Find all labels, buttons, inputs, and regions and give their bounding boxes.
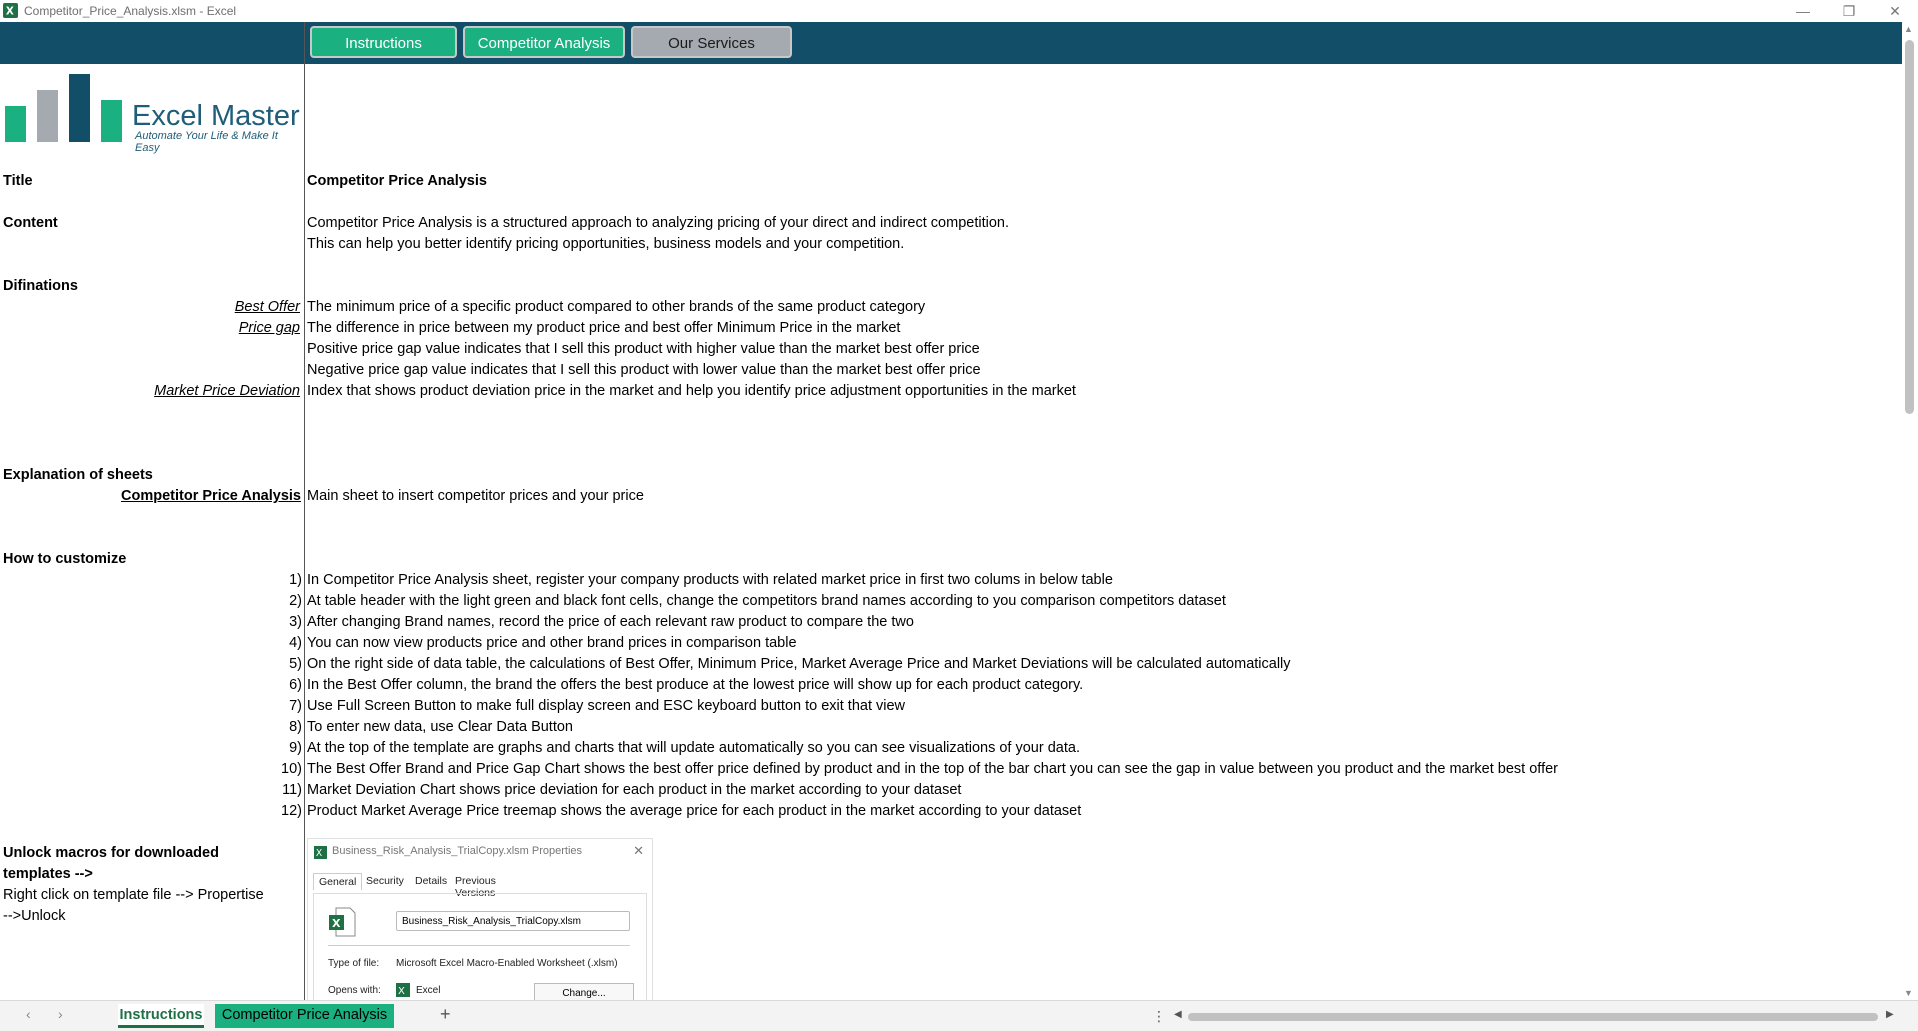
step-text: Market Deviation Chart shows price deviation for each product in the market according to your dataset (307, 782, 962, 798)
logo-bar-2 (37, 90, 58, 142)
sheet-description: Main sheet to insert competitor prices and your price (307, 488, 644, 504)
step-number: 8) (289, 719, 302, 735)
competitor-price-analysis-link[interactable]: Competitor Price Analysis (121, 488, 301, 504)
step-text: In Competitor Price Analysis sheet, register your company products with related market price in first two colums in below table (307, 572, 1113, 588)
excel-app-icon (3, 3, 18, 18)
excel-file-icon (328, 907, 356, 937)
logo-tagline: Automate Your Life & Make It Easy (135, 130, 278, 154)
step-number: 1) (289, 572, 302, 588)
window-titlebar (0, 0, 1918, 22)
file-icon (314, 846, 327, 859)
page-title: Competitor Price Analysis (307, 173, 487, 189)
properties-dialog-image (307, 838, 653, 1002)
competitor-analysis-button[interactable]: Competitor Analysis (463, 26, 625, 58)
step-number: 10) (281, 761, 302, 777)
title-label: Title (3, 173, 33, 189)
restore-icon[interactable]: ❐ (1842, 3, 1856, 19)
opens-with-value: Excel (416, 985, 441, 996)
logo-brand: Excel Master (132, 100, 300, 132)
logo-bar-4 (101, 100, 122, 142)
more-options-icon[interactable]: ⋮ (1152, 1008, 1166, 1024)
sheet-tab-competitor-price-analysis[interactable]: Competitor Price Analysis (215, 1004, 394, 1028)
prev-sheet-icon[interactable]: ‹ (26, 1006, 31, 1022)
step-number: 3) (289, 614, 302, 630)
svg-text:X: X (332, 917, 341, 930)
dialog-tab-security: Security (366, 875, 404, 887)
unlock-instruction: -->Unlock (3, 908, 66, 924)
close-icon[interactable]: ✕ (1889, 3, 1901, 19)
step-text: Use Full Screen Button to make full display screen and ESC keyboard button to exit that view (307, 698, 906, 714)
definition-text: Negative price gap value indicates that I sell this product with lower value than the market best offer price (307, 362, 981, 378)
scroll-down-icon[interactable]: ▼ (1904, 988, 1913, 998)
dialog-separator (328, 945, 630, 946)
step-number: 2) (289, 593, 302, 609)
unlock-instruction: Right click on template file --> Propertise (3, 887, 264, 903)
step-text: On the right side of data table, the calculations of Best Offer, Minimum Price, Market Average Price and Market Deviations will be calculated automatically (307, 656, 1291, 672)
definition-text: The difference in price between my product price and best offer Minimum Price in the market (307, 320, 901, 336)
instructions-button[interactable]: Instructions (310, 26, 457, 58)
dialog-tab-details: Details (415, 875, 448, 887)
content-label: Content (3, 215, 58, 231)
step-text: At table header with the light green and black font cells, change the competitors brand names according to you comparison competitors dataset (307, 593, 1226, 609)
step-number: 9) (289, 740, 302, 756)
svg-text:X: X (315, 848, 323, 859)
excel-small-icon (396, 983, 410, 997)
customize-label: How to customize (3, 551, 127, 567)
unlock-heading: templates --> (3, 866, 93, 882)
type-of-file-value: Microsoft Excel Macro-Enabled Worksheet (.xlsm) (396, 958, 618, 969)
step-text: At the top of the template are graphs and charts that will update automatically so you can see visualizations of your data. (307, 740, 1080, 756)
window-title: Competitor_Price_Analysis.xlsm - Excel (24, 4, 237, 18)
step-number: 12) (281, 803, 302, 819)
dialog-title: Business_Risk_Analysis_TrialCopy.xlsm Properties (332, 845, 583, 857)
opens-with-label: Opens with: (328, 985, 381, 996)
add-sheet-icon[interactable]: + (440, 1004, 451, 1024)
step-number: 6) (289, 677, 302, 693)
next-sheet-icon[interactable]: › (58, 1006, 63, 1022)
scroll-left-icon[interactable]: ◀ (1174, 1009, 1182, 1020)
definition-term-market-price-deviation: Market Price Deviation (154, 383, 300, 399)
sheet-tab-instructions[interactable]: Instructions (118, 1004, 204, 1028)
our-services-button[interactable]: Our Services (631, 26, 792, 58)
content-line: This can help you better identify pricing opportunities, business models and your competition. (307, 236, 905, 252)
definition-text: Index that shows product deviation price in the market and help you identify price adjustment opportunities in the market (307, 383, 1076, 399)
step-number: 4) (289, 635, 302, 651)
dialog-tab-general: General (313, 873, 362, 890)
definition-text: Positive price gap value indicates that I sell this product with higher value than the market best offer price (307, 341, 980, 357)
logo-bar-3 (69, 74, 90, 142)
scroll-right-icon[interactable]: ▶ (1886, 1009, 1894, 1020)
step-text: In the Best Offer column, the brand the offers the best produce at the lowest price will show up for each product category. (307, 677, 1084, 693)
excel-master-logo (0, 70, 304, 154)
definitions-label: Difinations (3, 278, 78, 294)
svg-text:X: X (5, 5, 14, 18)
step-number: 7) (289, 698, 302, 714)
definition-term-best-offer: Best Offer (234, 299, 300, 315)
step-text: After changing Brand names, record the price of each relevant raw product to compare the two (307, 614, 914, 630)
svg-text:X: X (398, 986, 405, 997)
horizontal-scroll-thumb[interactable] (1188, 1013, 1878, 1021)
step-text: The Best Offer Brand and Price Gap Chart shows the best offer price defined by product and in the top of the bar chart you can see the gap in value between you product and the market best offer (307, 761, 1558, 777)
content-line: Competitor Price Analysis is a structured approach to analyzing pricing of your direct and indirect competition. (307, 215, 1009, 231)
definition-text: The minimum price of a specific product compared to other brands of the same product category (307, 299, 926, 315)
step-number: 11) (282, 782, 302, 798)
scroll-up-icon[interactable]: ▲ (1904, 24, 1913, 34)
step-number: 5) (289, 656, 302, 672)
change-button: Change... (534, 983, 634, 1002)
definition-term-price-gap: Price gap (238, 320, 300, 336)
header-ribbon (0, 22, 1902, 64)
dialog-close-icon: ✕ (633, 843, 644, 858)
dialog-tab-previous-versions: Previous Versions (455, 875, 496, 899)
vertical-scroll-thumb[interactable] (1905, 40, 1914, 414)
type-of-file-label: Type of file: (328, 958, 380, 969)
minimize-icon[interactable]: — (1796, 3, 1810, 19)
logo-bar-1 (5, 106, 26, 142)
dialog-filename-field: Business_Risk_Analysis_TrialCopy.xlsm (396, 911, 630, 931)
sheets-label: Explanation of sheets (3, 467, 153, 483)
step-text: To enter new data, use Clear Data Button (307, 719, 573, 735)
column-divider (304, 22, 305, 1000)
step-text: You can now view products price and other brand prices in comparison table (307, 635, 797, 651)
unlock-heading: Unlock macros for downloaded (3, 845, 219, 861)
step-text: Product Market Average Price treemap shows the average price for each product in the market according to your dataset (307, 803, 1082, 819)
